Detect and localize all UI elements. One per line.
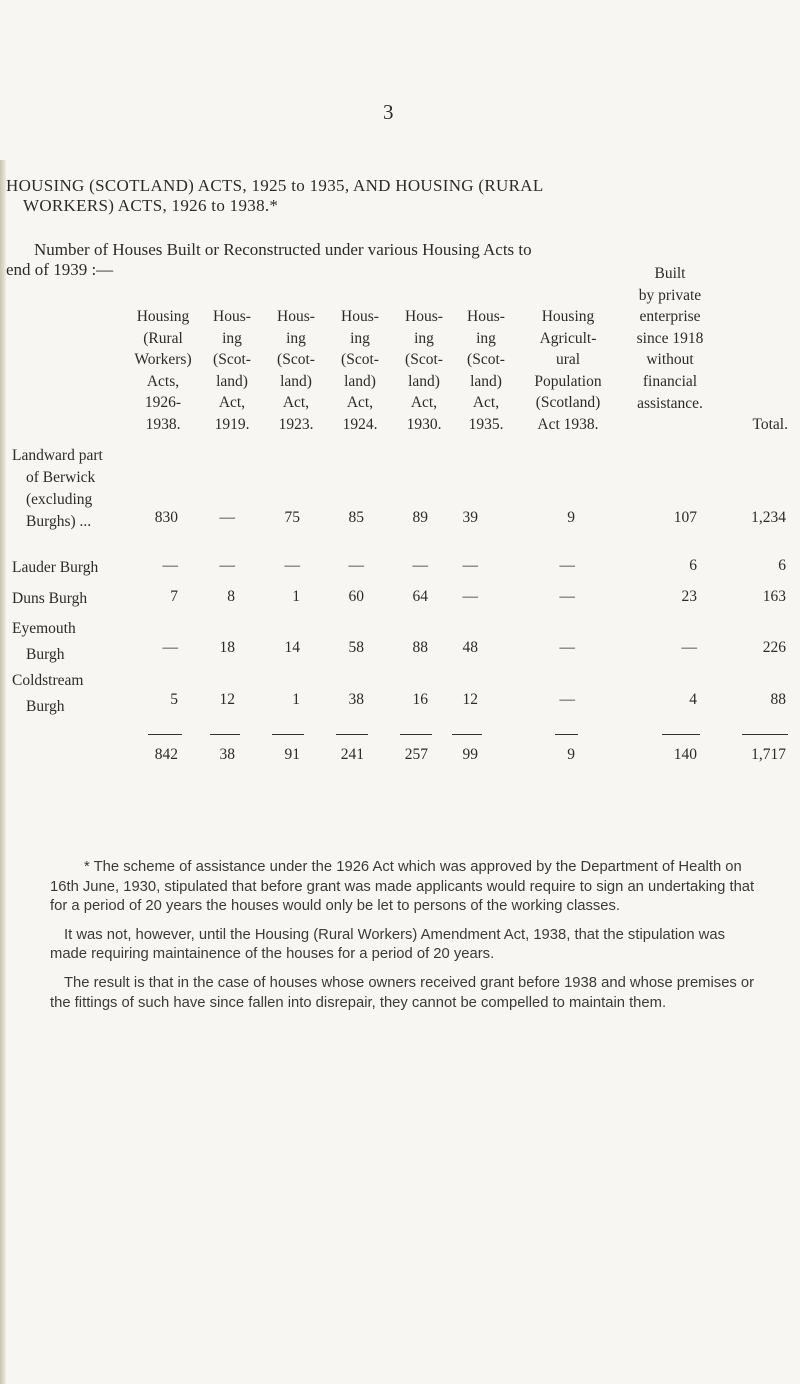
label-line: of Berwick [26, 469, 96, 486]
header-line: since 1918 [636, 329, 704, 347]
table-cell: — [462, 588, 478, 605]
total-cell: 91 [284, 746, 300, 763]
table-cell: 23 [681, 588, 697, 605]
table-cell: 226 [762, 639, 786, 656]
label-line: Eyemouth [12, 620, 76, 637]
table-cell: 88 [412, 639, 428, 656]
table-cell: 60 [348, 588, 364, 605]
col-header-1919 [200, 306, 264, 436]
header-line: 1938. [145, 415, 181, 433]
header-line: land) [470, 372, 502, 390]
intro-line-1: Number of Houses Built or Reconstructed under various Housing Acts to [34, 240, 532, 259]
header-line: Population [534, 372, 602, 390]
header-line: land) [344, 372, 376, 390]
header-line: ing [476, 329, 496, 347]
table-cell: 6 [689, 557, 697, 574]
label-line: Coldstream [12, 672, 84, 689]
col-header-total [712, 414, 788, 436]
row-label-eyemouth [12, 618, 76, 666]
header-line: 1919. [214, 415, 250, 433]
header-line: Agricult- [539, 329, 597, 347]
table-cell: 4 [689, 691, 697, 708]
table-cell: 107 [673, 509, 697, 526]
table-cell: — [412, 557, 428, 574]
row-label-coldstream [12, 670, 83, 718]
footnote-3: The result is that in the case of houses whose owners received grant before 1938 and whose premises or the fittings of such have since fallen into disrepair, they cannot be compelled to maintain them. [50, 974, 755, 1011]
header-line: ing [414, 329, 434, 347]
header-line: financial [642, 372, 698, 390]
table-cell: — [348, 557, 364, 574]
table-cell: 14 [284, 639, 300, 656]
header-line: Housing [541, 308, 595, 325]
header-line: (Scot- [213, 351, 251, 369]
col-header-rural-workers [118, 306, 208, 436]
total-cell: 38 [219, 746, 235, 763]
footnote-2: It was not, however, until the Housing (Rural Workers) Amendment Act, 1938, that the stipulation was made requiring maintainence of the houses for a period of 20 years. [50, 926, 725, 963]
table-cell: 85 [348, 509, 364, 526]
table-cell: 5 [170, 691, 178, 708]
total-rule [336, 734, 368, 735]
total-rule [742, 734, 788, 735]
row-label-lauder [12, 557, 98, 579]
header-line: Workers) [134, 351, 192, 369]
footnote-1: * The scheme of assistance under the 1926 Act which was approved by the Department of Health on 16th June, 1930, stipulated that before grant was made applicants would require to sign an undertaking that for a period of 20 years the houses would only be let to persons of the working classes. [50, 859, 755, 915]
header-line: land) [408, 372, 440, 390]
table-cell: — [681, 639, 697, 656]
total-rule [662, 734, 700, 735]
table-cell: 39 [462, 509, 478, 526]
header-line: Act, [346, 394, 374, 412]
table-cell: 6 [778, 557, 786, 574]
table-cell: — [462, 557, 478, 574]
col-header-1935 [454, 306, 518, 436]
header-line: ing [222, 329, 242, 347]
header-line: without [646, 351, 694, 369]
table-cell: — [284, 557, 300, 574]
header-line: Acts, [146, 372, 180, 390]
header-line: land) [216, 372, 248, 390]
table-cell: 18 [219, 639, 235, 656]
table-cell: — [162, 639, 178, 656]
title-line-1: HOUSING (SCOTLAND) ACTS, 1925 to 1935, AND HOUSING (RURAL [6, 176, 544, 195]
title-line-2: WORKERS) ACTS, 1926 to 1938.* [23, 196, 279, 215]
header-line: Hous- [405, 308, 443, 325]
row-label-duns [12, 588, 87, 610]
table-cell: 12 [462, 691, 478, 708]
table-cell: 64 [412, 588, 428, 605]
table-cell: 1 [292, 588, 300, 605]
header-line: Act 1938. [537, 415, 599, 433]
header-line: 1935. [468, 415, 504, 433]
label-line: Duns Burgh [12, 590, 88, 607]
header-line: enterprise [639, 308, 701, 326]
total-cell: 9 [567, 746, 575, 763]
table-cell: 48 [462, 639, 478, 656]
header-line: Hous- [277, 308, 315, 325]
intro-line-2: end of 1939 :— [6, 260, 114, 279]
table-cell: — [219, 509, 235, 526]
header-line: (Scotland) [535, 394, 601, 412]
header-line: Total. [752, 416, 788, 433]
header-line: Act, [410, 394, 438, 412]
total-cell: 842 [154, 746, 178, 763]
table-cell: 7 [170, 588, 178, 605]
table-cell: 88 [770, 691, 786, 708]
header-line: Act, [472, 394, 500, 412]
total-cell: 99 [462, 746, 478, 763]
header-line: Built [654, 265, 686, 282]
total-rule [555, 734, 578, 735]
table-cell: 12 [219, 691, 235, 708]
table-cell: 8 [227, 588, 235, 605]
table-cell: 830 [154, 509, 178, 526]
label-line: Burgh [26, 646, 65, 663]
total-rule [210, 734, 240, 735]
table-cell: — [559, 691, 575, 708]
table-cell: — [559, 639, 575, 656]
col-header-1930 [392, 306, 456, 436]
total-rule [400, 734, 432, 735]
page-number: 3 [383, 100, 394, 124]
row-label-landward [12, 445, 103, 533]
header-line: by private [638, 286, 702, 304]
table-cell: 89 [412, 509, 428, 526]
total-cell: 140 [673, 746, 697, 763]
header-line: Housing [136, 308, 190, 325]
header-line: (Scot- [277, 351, 315, 369]
table-cell: — [559, 557, 575, 574]
total-cell: 1,717 [751, 746, 786, 763]
table-cell: — [219, 557, 235, 574]
header-line: 1924. [342, 415, 378, 433]
header-line: (Scot- [467, 351, 505, 369]
header-line: (Scot- [405, 351, 443, 369]
page-edge [0, 160, 6, 1384]
header-line: Act, [218, 394, 246, 412]
table-cell: — [162, 557, 178, 574]
table-cell: 58 [348, 639, 364, 656]
col-header-1923 [264, 306, 328, 436]
table-cell: 38 [348, 691, 364, 708]
header-line: Hous- [341, 308, 379, 325]
table-cell: — [559, 588, 575, 605]
table-cell: 1,234 [751, 509, 786, 526]
header-line: Hous- [467, 308, 505, 325]
table-cell: 163 [762, 588, 786, 605]
label-line: Lauder Burgh [12, 559, 99, 576]
label-line: (excluding [26, 491, 93, 508]
footnotes [50, 858, 760, 1022]
header-line: ural [555, 351, 581, 369]
table-cell: 9 [567, 509, 575, 526]
page-title [6, 176, 786, 216]
table-cell: 75 [284, 509, 300, 526]
label-line: Burgh [26, 698, 65, 715]
table-cell: 16 [412, 691, 428, 708]
header-line: 1926- [144, 394, 182, 412]
label-line: Burghs) ... [26, 513, 92, 530]
header-line: land) [280, 372, 312, 390]
header-line: (Rural [143, 329, 183, 347]
col-header-agricultural [518, 306, 618, 436]
col-header-1924 [328, 306, 392, 436]
header-line: 1930. [406, 415, 442, 433]
col-header-private [615, 263, 725, 414]
header-line: ing [286, 329, 306, 347]
total-rule [272, 734, 304, 735]
total-cell: 257 [404, 746, 428, 763]
header-line: ing [350, 329, 370, 347]
header-line: assistance. [637, 394, 703, 412]
total-cell: 241 [340, 746, 364, 763]
header-line: Act, [282, 394, 310, 412]
header-line: (Scot- [341, 351, 379, 369]
header-line: 1923. [278, 415, 314, 433]
total-rule [452, 734, 482, 735]
total-rule [148, 734, 182, 735]
header-line: Hous- [213, 308, 251, 325]
label-line: Landward part [12, 447, 103, 464]
table-cell: 1 [292, 691, 300, 708]
